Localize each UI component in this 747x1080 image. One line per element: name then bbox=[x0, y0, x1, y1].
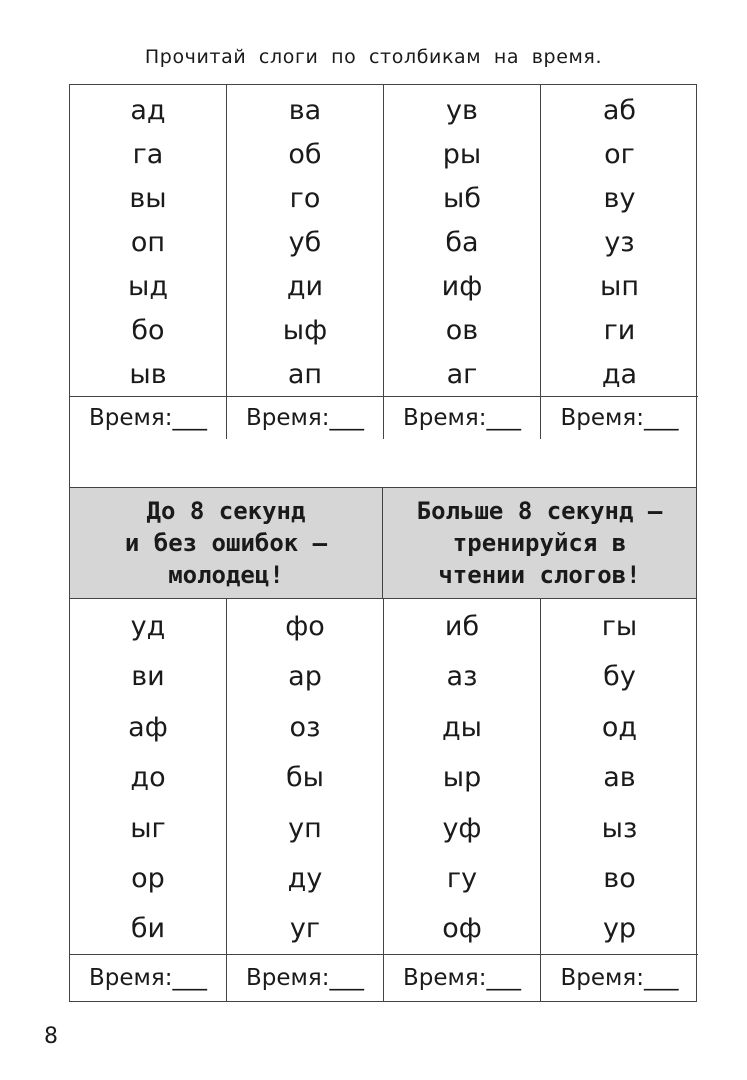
syllable-cell: уф bbox=[442, 812, 482, 844]
syllable-cell: аг bbox=[446, 358, 478, 390]
syllable-cell: ыг bbox=[130, 812, 166, 844]
banner-practice-text: Больше 8 секунд – тренируйся в чтении слогов! bbox=[416, 497, 663, 589]
syllable-cell: гу bbox=[446, 862, 478, 894]
syllable-column bbox=[384, 599, 541, 1001]
syllable-cell: ыф bbox=[282, 314, 328, 346]
syllable-cell: га bbox=[132, 138, 164, 170]
syllable-cell: ыр bbox=[442, 762, 482, 794]
syllable-cell: го bbox=[289, 182, 321, 214]
top-syllable-grid bbox=[70, 85, 696, 439]
syllable-column bbox=[541, 85, 698, 439]
syllable-cell: би bbox=[130, 913, 166, 945]
syllable-column bbox=[70, 85, 227, 439]
time-entry-field[interactable]: Время:___ bbox=[541, 396, 698, 439]
syllable-cell: да bbox=[601, 358, 638, 390]
time-entry-field[interactable]: Время:___ bbox=[70, 396, 226, 439]
syllable-column bbox=[227, 85, 384, 439]
syllable-cell: од bbox=[601, 711, 638, 743]
syllable-cell: бы bbox=[286, 762, 324, 794]
instruction-text: Прочитай слоги по столбикам на время. bbox=[144, 46, 603, 68]
syllable-cell: ва bbox=[288, 94, 322, 126]
syllable-cell: уд bbox=[130, 610, 166, 642]
time-entry-field[interactable]: Время:___ bbox=[384, 954, 540, 1001]
syllable-cell: ыз bbox=[601, 812, 638, 844]
syllable-cell: ад bbox=[130, 94, 166, 126]
syllable-cell: аф bbox=[128, 711, 168, 743]
syllable-cell: вы bbox=[129, 182, 167, 214]
syllable-cell: ыв bbox=[129, 358, 167, 390]
syllable-cell: бо bbox=[131, 314, 165, 346]
syllable-cell: ог bbox=[604, 138, 635, 170]
syllable-cell: во bbox=[603, 862, 636, 894]
syllable-cell: ыд bbox=[128, 270, 168, 302]
syllable-cell: ор bbox=[131, 862, 165, 894]
syllable-cell: уб bbox=[288, 226, 322, 258]
syllable-cell: аз bbox=[446, 661, 478, 693]
syllable-cell: ур bbox=[602, 913, 637, 945]
syllable-cell: иб bbox=[444, 610, 480, 642]
syllable-cell: ып bbox=[600, 270, 639, 302]
syllable-cell: уп bbox=[288, 812, 322, 844]
syllable-cell: бу bbox=[603, 661, 636, 693]
syllable-cell: уз bbox=[604, 226, 635, 258]
syllable-cell: гы bbox=[601, 610, 638, 642]
syllable-cell: ыб bbox=[443, 182, 481, 214]
syllable-cell: ды bbox=[442, 711, 482, 743]
syllable-reading-table bbox=[69, 84, 697, 1002]
syllable-cell: иф bbox=[441, 270, 483, 302]
syllable-cell: ву bbox=[603, 182, 636, 214]
syllable-cell: ви bbox=[131, 661, 165, 693]
bottom-syllable-grid bbox=[70, 599, 696, 1001]
syllable-column bbox=[227, 599, 384, 1001]
time-entry-field[interactable]: Время:___ bbox=[227, 396, 383, 439]
syllable-cell: ги bbox=[603, 314, 636, 346]
syllable-cell: уг bbox=[289, 913, 321, 945]
syllable-cell: ар bbox=[288, 661, 322, 693]
syllable-cell: ду bbox=[287, 862, 323, 894]
page-number: 8 bbox=[44, 1024, 58, 1049]
feedback-banner bbox=[70, 487, 696, 599]
syllable-cell: ов bbox=[445, 314, 479, 346]
syllable-cell: об bbox=[288, 138, 322, 170]
syllable-cell: оп bbox=[130, 226, 166, 258]
syllable-column bbox=[384, 85, 541, 439]
syllable-cell: ди bbox=[286, 270, 324, 302]
syllable-column bbox=[541, 599, 698, 1001]
time-entry-field[interactable]: Время:___ bbox=[541, 954, 698, 1001]
time-entry-field[interactable]: Время:___ bbox=[227, 954, 383, 1001]
syllable-cell: оф bbox=[442, 913, 482, 945]
syllable-cell: оз bbox=[289, 711, 321, 743]
banner-praise-text: До 8 секунд и без ошибок – молодец! bbox=[70, 488, 383, 598]
syllable-cell: ав bbox=[603, 762, 636, 794]
time-entry-field[interactable]: Время:___ bbox=[384, 396, 540, 439]
syllable-cell: ап bbox=[287, 358, 323, 390]
syllable-cell: ры bbox=[442, 138, 482, 170]
syllable-column bbox=[70, 599, 227, 1001]
syllable-cell: фо bbox=[285, 610, 325, 642]
syllable-cell: до bbox=[130, 762, 166, 794]
time-entry-field[interactable]: Время:___ bbox=[70, 954, 226, 1001]
syllable-cell: аб bbox=[602, 94, 637, 126]
syllable-cell: ув bbox=[446, 94, 478, 126]
syllable-cell: ба bbox=[445, 226, 479, 258]
